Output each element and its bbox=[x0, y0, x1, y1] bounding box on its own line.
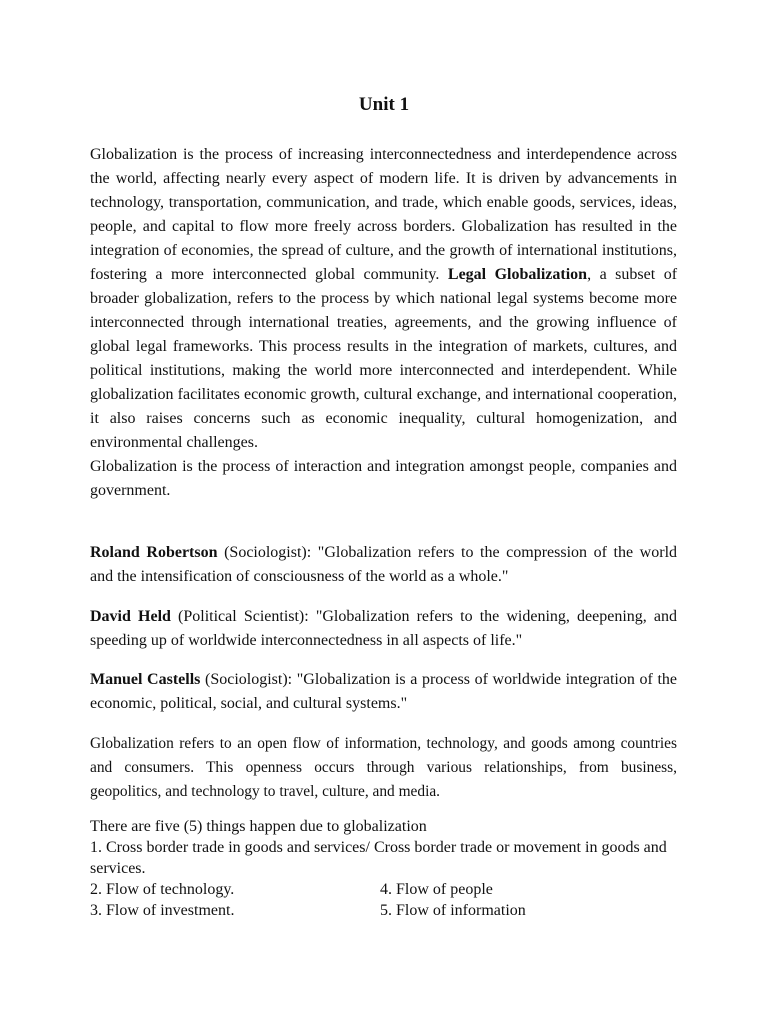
definition-robertson bbox=[90, 541, 677, 589]
list-item: 4. Flow of people bbox=[380, 881, 493, 898]
list-row bbox=[90, 879, 677, 900]
author-name: Manuel Castells bbox=[90, 671, 201, 688]
author-role: (Political Scientist): bbox=[170, 608, 316, 625]
definition-held bbox=[90, 605, 677, 653]
author-name: David Held bbox=[90, 608, 171, 625]
author-quote: "Globalization refers to the compression of the world and the intensification of consciousness of the world as a whole." bbox=[90, 544, 678, 585]
definition-castells bbox=[90, 668, 677, 716]
open-flow-paragraph: Globalization refers to an open flow of information, technology, and goods among countries and consumers. This openness occurs through various relationships, from business, geopolitics, and technology to travel, culture, and media. bbox=[90, 735, 677, 800]
intro-definition: Globalization is the process of interaction and integration amongst people, companies and government. bbox=[90, 458, 677, 499]
list-item: 2. Flow of technology. bbox=[90, 881, 235, 898]
list-item: 1. Cross border trade in goods and services/ Cross border trade or movement in goods and services. bbox=[90, 839, 667, 877]
page-title: Unit 1 bbox=[358, 94, 410, 115]
intro-text: Globalization is the process of increasing interconnectedness and interdependence across the world, affecting nearly every aspect of modern life. It is driven by advancements in technology, transportation, communication, and trade, which enable goods, services, ideas, people, and capital to flow more freely across borders. Globalization has resulted in the integration of economies, the spread of culture, and the growth of international institutions, fostering a more interconnected global community. bbox=[90, 146, 677, 283]
list-heading: There are five (5) things happen due to globalization bbox=[90, 818, 427, 835]
author-role: (Sociologist): bbox=[200, 671, 297, 688]
list-item: 5. Flow of information bbox=[380, 902, 526, 919]
author-role: (Sociologist): bbox=[217, 544, 318, 561]
intro-text-continued: , a subset of broader globalization, refers to the process by which national legal systems become more interconnected through international treaties, agreements, and the growing influence of global legal frameworks. This process results in the integration of markets, cultures, and political institutions, making the world more interconnected and interdependent. While globalization facilitates economic growth, cultural exchange, and international cooperation, it also raises concerns such as economic inequality, cultural homogenization, and environmental challenges. bbox=[90, 266, 678, 451]
legal-globalization-term: Legal Globalization bbox=[447, 266, 588, 283]
author-quote: "Globalization refers to the widening, deepening, and speeding up of worldwide interconnectedness in all aspects of life." bbox=[90, 608, 678, 649]
list-row bbox=[90, 900, 677, 921]
globalization-effects-list bbox=[90, 816, 677, 921]
intro-section bbox=[90, 143, 677, 503]
author-quote: "Globalization is a process of worldwide integration of the economic, political, social, and cultural systems." bbox=[90, 671, 677, 712]
author-name: Roland Robertson bbox=[90, 544, 218, 561]
list-item: 3. Flow of investment. bbox=[90, 902, 235, 919]
